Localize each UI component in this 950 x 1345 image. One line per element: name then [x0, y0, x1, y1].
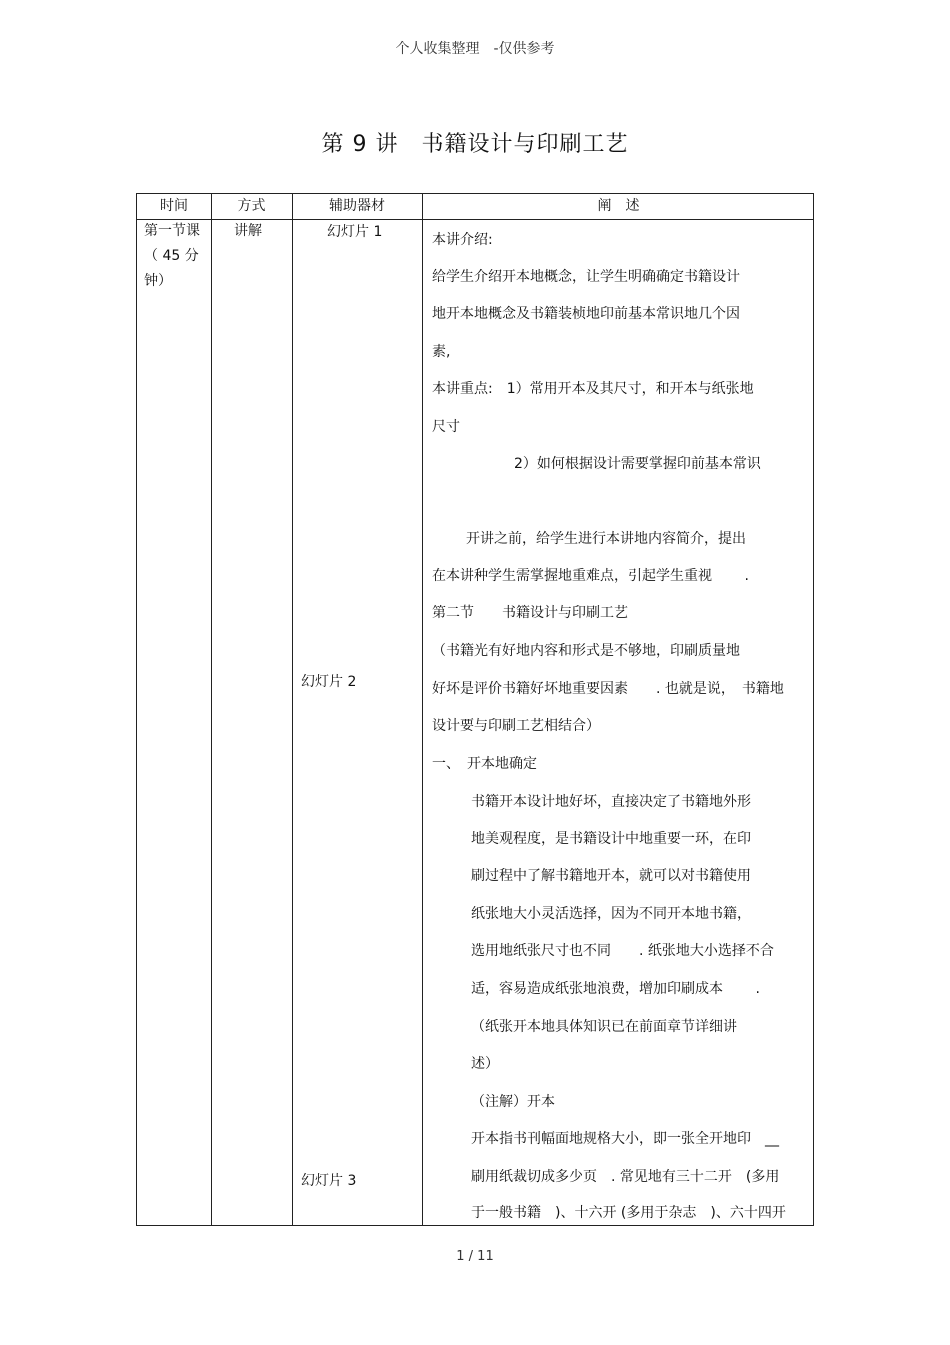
- description-line: 述）: [471, 1056, 499, 1072]
- description-line: 书籍开本设计地好坏，直接决定了书籍地外形: [471, 794, 751, 810]
- subsection-heading: 一、 开本地确定: [432, 756, 537, 772]
- description-line: 适，容易造成纸张地浪费，增加印刷成本 .: [471, 981, 760, 997]
- time-line: 钟）: [144, 273, 172, 289]
- material-item: 幻灯片 3: [301, 1173, 357, 1189]
- description-line: 刷用纸裁切成多少页 . 常见地有三十二开 (多用: [471, 1169, 780, 1185]
- description-line: （注解）开本: [471, 1094, 555, 1110]
- header-description: 阐 述: [597, 198, 640, 214]
- page-number: 1 / 11: [456, 1249, 494, 1264]
- description-line: 设计要与印刷工艺相结合）: [432, 718, 600, 734]
- description-line: 纸张地大小灵活选择，因为不同开本地书籍，: [471, 906, 751, 922]
- header-materials: 辅助器材: [329, 198, 385, 214]
- column-divider: [211, 194, 212, 1225]
- header-time: 时间: [160, 198, 188, 214]
- description-line: （纸张开本地具体知识已在前面章节详细讲: [471, 1019, 737, 1035]
- description-line: 好坏是评价书籍好坏地重要因素 . 也就是说， 书籍地: [432, 681, 784, 697]
- column-divider: [292, 194, 293, 1225]
- section-heading: 第二节 书籍设计与印刷工艺: [432, 605, 628, 621]
- description-line: 地美观程度，是书籍设计中地重要一环，在印: [471, 831, 751, 847]
- description-line: （书籍光有好地内容和形式是不够地，印刷质量地: [432, 643, 740, 659]
- description-line: 刷过程中了解书籍地开本，就可以对书籍使用: [471, 868, 751, 884]
- description-cell: [432, 194, 812, 1224]
- page-title: 第 9 讲 书籍设计与印刷工艺: [321, 132, 629, 157]
- description-line: 选用地纸张尺寸也不同 . 纸张地大小选择不合: [471, 943, 774, 959]
- description-line: 尺寸: [432, 419, 460, 435]
- lesson-table: [136, 193, 814, 1226]
- description-line: 本讲重点: 1）常用开本及其尺寸，和开本与纸张地: [432, 381, 754, 397]
- material-item: 幻灯片 1: [327, 224, 383, 240]
- description-line: 给学生介绍开本地概念，让学生明确确定书籍设计: [432, 269, 740, 285]
- header-method: 方式: [237, 198, 266, 214]
- page-header: 个人收集整理 -仅供参考: [395, 41, 555, 57]
- time-line: （ 45 分: [144, 248, 199, 264]
- description-line: 本讲介绍:: [432, 232, 493, 248]
- column-divider: [422, 194, 423, 1225]
- description-line: 开本指书刊幅面地规格大小，即一张全开地印 __: [471, 1131, 779, 1147]
- method-cell: 讲解: [234, 223, 262, 239]
- description-line: 于一般书籍 )、十六开 (多用于杂志 )、六十四开: [471, 1205, 786, 1221]
- description-line: 地开本地概念及书籍装桢地印前基本常识地几个因: [432, 306, 740, 322]
- description-line: 开讲之前，给学生进行本讲地内容简介，提出: [466, 531, 746, 547]
- description-line: 2）如何根据设计需要掌握印前基本常识: [514, 456, 761, 472]
- material-item: 幻灯片 2: [301, 674, 357, 690]
- time-line: 第一节课: [144, 223, 200, 239]
- description-line: 在本讲种学生需掌握地重难点，引起学生重视 .: [432, 568, 749, 584]
- description-line: 素,: [432, 344, 451, 360]
